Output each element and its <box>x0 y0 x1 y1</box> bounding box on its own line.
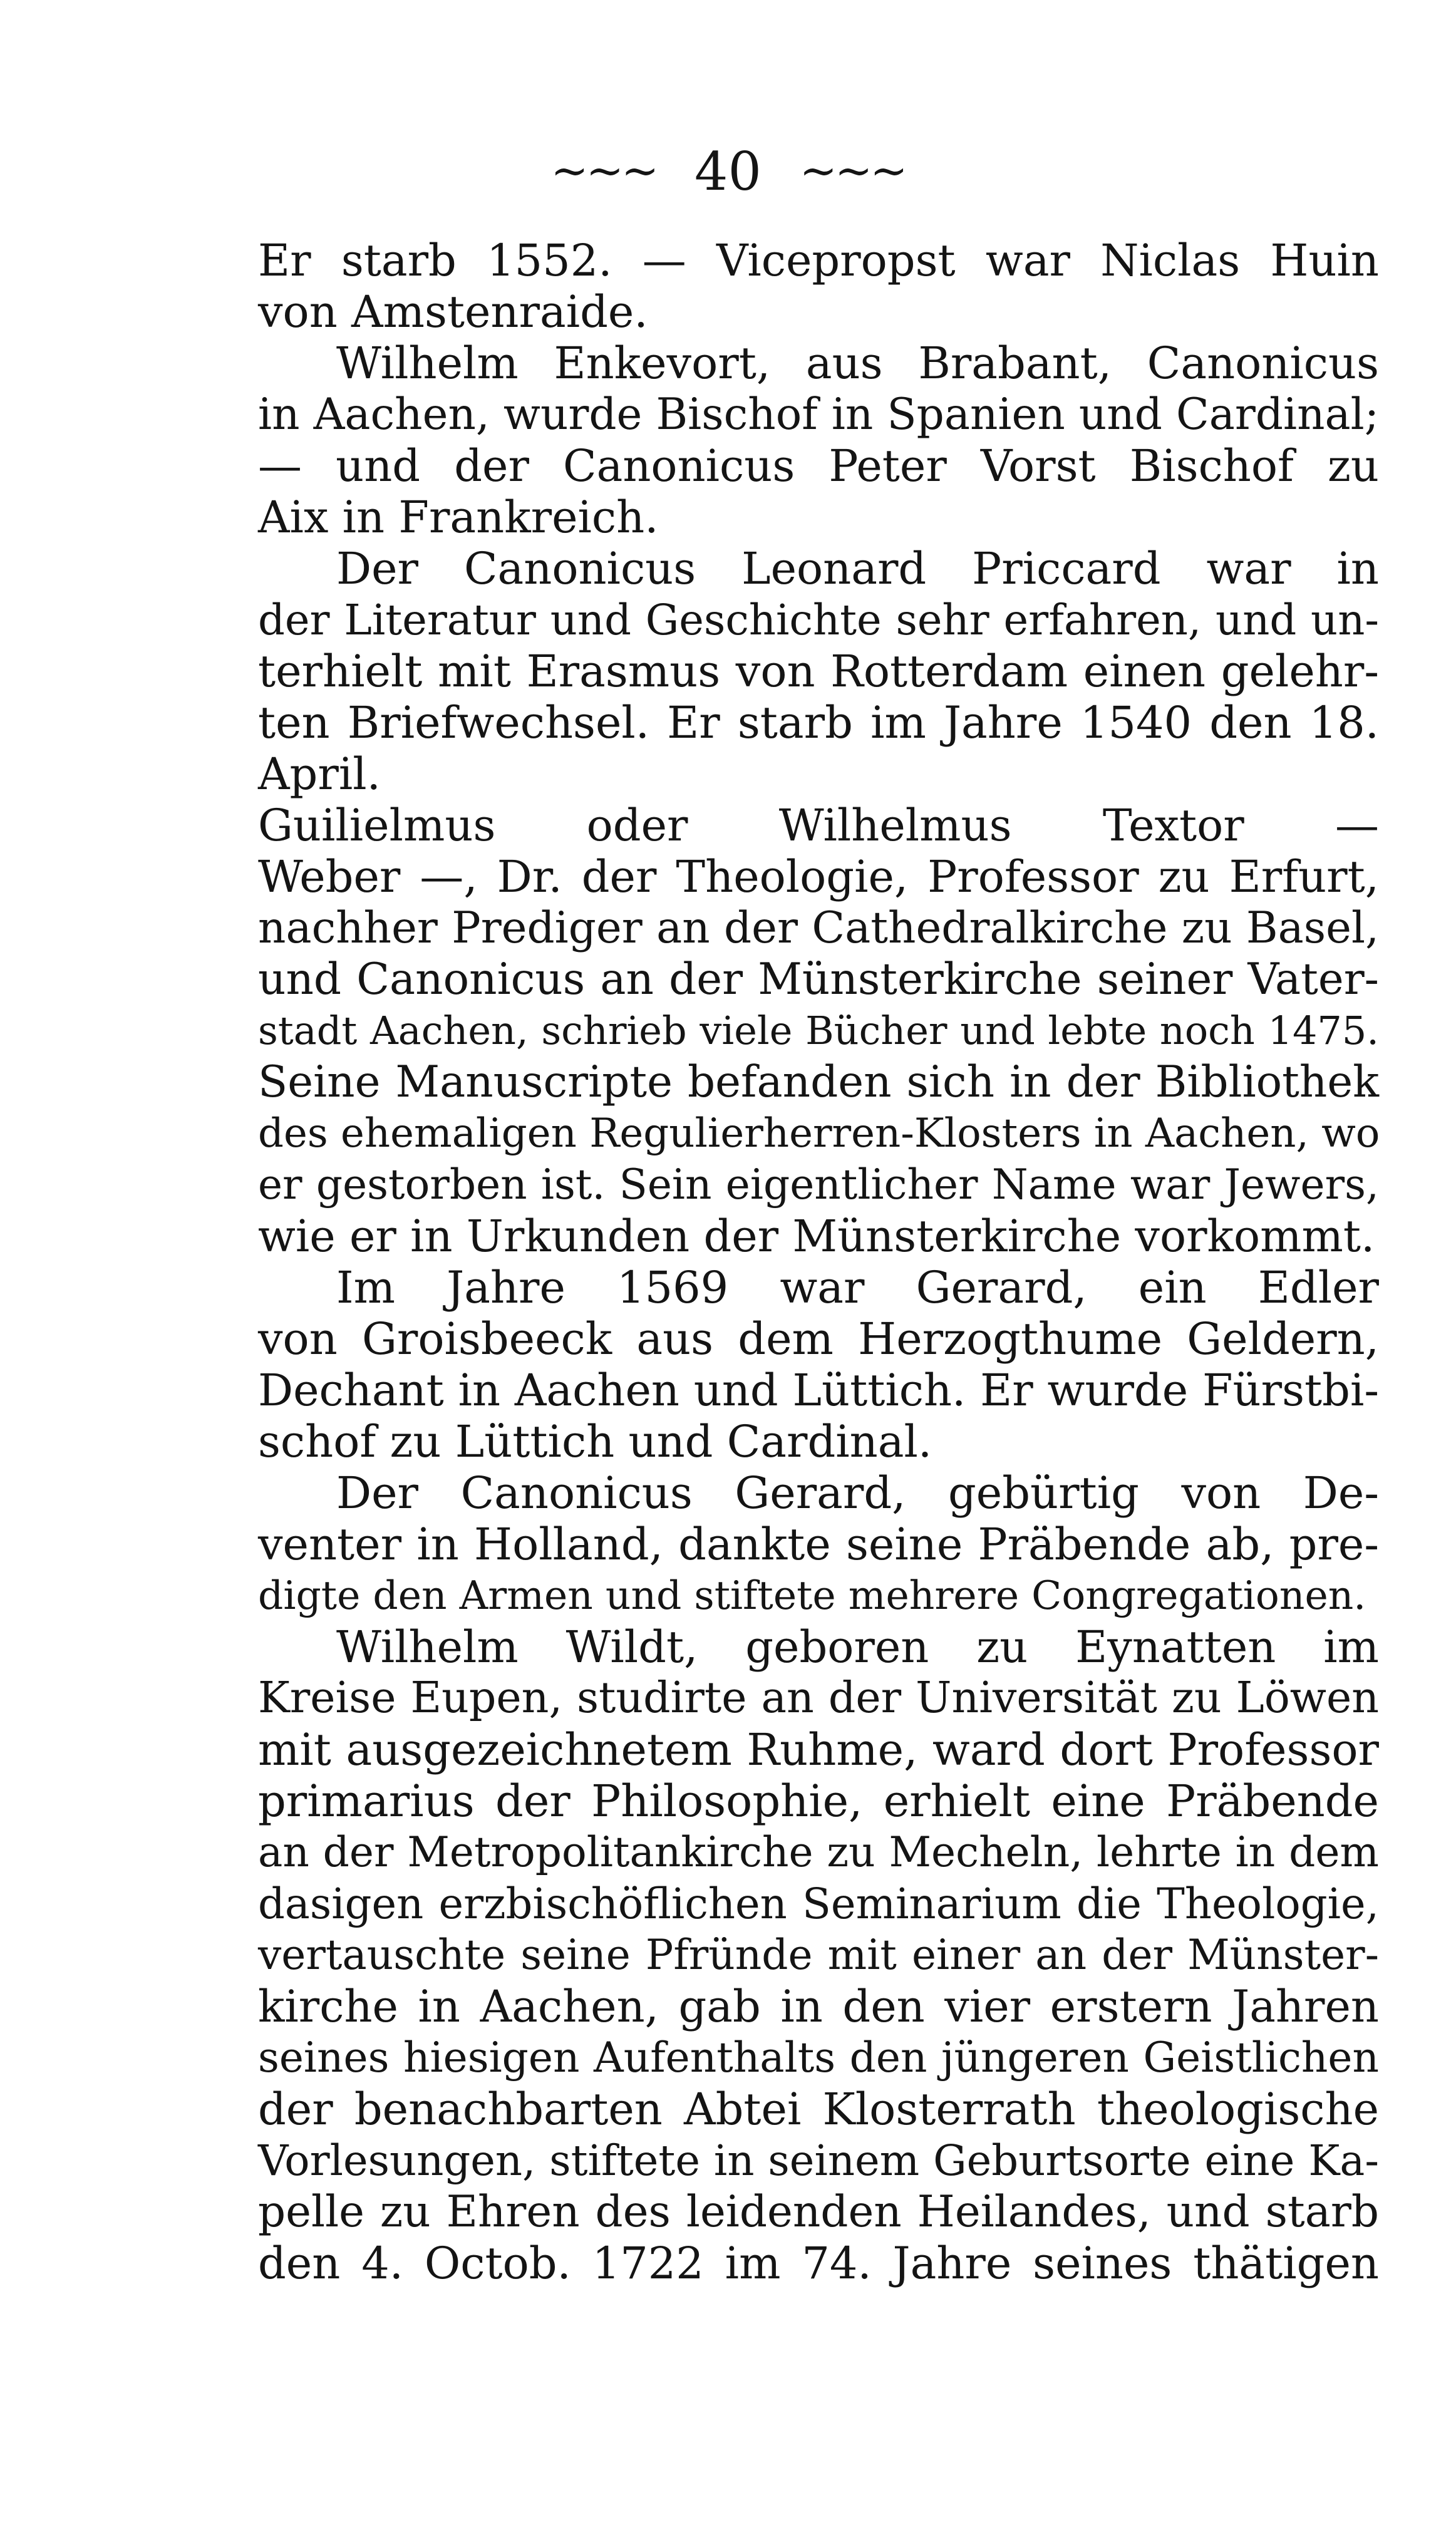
body-text <box>258 235 1379 2289</box>
text-line: der Literatur und Geschichte sehr erfahren, und un- <box>258 596 1379 644</box>
text-line: nachher Prediger an der Cathedralkirche zu Basel, <box>258 903 1379 953</box>
page-number: 40 <box>694 141 762 202</box>
header-ornament-left: ~~~ <box>550 144 657 197</box>
text-line: Kreise Eupen, studirte an der Universität zu Löwen <box>258 1673 1379 1723</box>
text-line: den 4. Octob. 1722 im 74. Jahre seines thätigen <box>258 2238 1379 2289</box>
text-line: Der Canonicus Gerard, gebürtig von De- <box>336 1467 1379 1519</box>
page-header <box>0 139 1456 203</box>
text-line: in Aachen, wurde Bischof in Spanien und Cardinal; <box>258 390 1379 440</box>
text-line: seines hiesigen Aufenthalts den jüngeren Geistlichen <box>258 2033 1379 2082</box>
text-line: Seine Manuscripte befanden sich in der Bibliothek <box>258 1057 1379 1107</box>
text-line: pelle zu Ehren des leidenden Heilandes, und starb <box>258 2187 1379 2237</box>
text-line: terhielt mit Erasmus von Rotterdam einen gelehr- <box>258 646 1379 697</box>
text-line: vertauschte seine Pfründe mit einer an der Münster- <box>258 1931 1379 1979</box>
text-line: Weber —, Dr. der Theologie, Professor zu Erfurt, <box>258 851 1379 902</box>
text-line: Wilhelm Wildt, geboren zu Eynatten im <box>336 1621 1379 1673</box>
text-line: er gestorben ist. Sein eigentlicher Name war Jewers, <box>258 1160 1379 1209</box>
text-line: digte den Armen und stiftete mehrere Congregationen. <box>258 1573 1366 1618</box>
text-line: — und der Canonicus Peter Vorst Bischof zu <box>258 440 1379 492</box>
text-line: stadt Aachen, schrieb viele Bücher und lebte noch 1475. <box>258 1008 1379 1053</box>
text-line: von Amstenraide. <box>258 286 648 338</box>
text-line: ten Briefwechsel. Er starb im Jahre 1540 den 18. <box>258 697 1379 748</box>
text-line: und Canonicus an der Münsterkirche seiner Vater- <box>258 954 1379 1005</box>
text-line: venter in Holland, dankte seine Präbende ab, pre- <box>258 1519 1379 1570</box>
text-line: mit ausgezeichnetem Ruhme, ward dort Professor <box>258 1724 1379 1775</box>
text-line: kirche in Aachen, gab in den vier erstern Jahren <box>258 1981 1379 2032</box>
header-ornament-right: ~~~ <box>799 144 906 197</box>
text-line: Wilhelm Enkevort, aus Brabant, Canonicus <box>336 338 1379 389</box>
text-line: Der Canonicus Leonard Priccard war in <box>336 543 1379 594</box>
text-line: Guilielmus oder Wilhelmus Textor — <box>258 800 1379 851</box>
text-line: dasigen erzbischöflichen Seminarium die Theologie, <box>258 1879 1379 1928</box>
text-line: Dechant in Aachen und Lüttich. Er wurde Fürstbi- <box>258 1365 1379 1416</box>
text-line: April. <box>258 748 381 800</box>
text-line: primarius der Philosophie, erhielt eine Präbende <box>258 1775 1379 1827</box>
text-line: des ehemaligen Regulierherren-Klosters in Aachen, wo <box>258 1110 1380 1157</box>
text-line: Aix in Frankreich. <box>258 492 659 543</box>
text-line: Vorlesungen, stiftete in seinem Geburtsorte eine Ka- <box>258 2136 1379 2185</box>
text-line: an der Metropolitankirche zu Mecheln, lehrte in dem <box>258 1828 1379 1876</box>
text-line: der benachbarten Abtei Klosterrath theologische <box>258 2084 1379 2135</box>
text-line: Er starb 1552. — Vicepropst war Niclas Huin <box>258 235 1379 286</box>
text-line: wie er in Urkunden der Münsterkirche vorkommt. <box>258 1211 1375 1262</box>
text-line: Im Jahre 1569 war Gerard, ein Edler <box>336 1262 1379 1313</box>
text-line: schof zu Lüttich und Cardinal. <box>258 1416 932 1467</box>
text-line: von Groisbeeck aus dem Herzogthume Geldern, <box>258 1313 1379 1365</box>
